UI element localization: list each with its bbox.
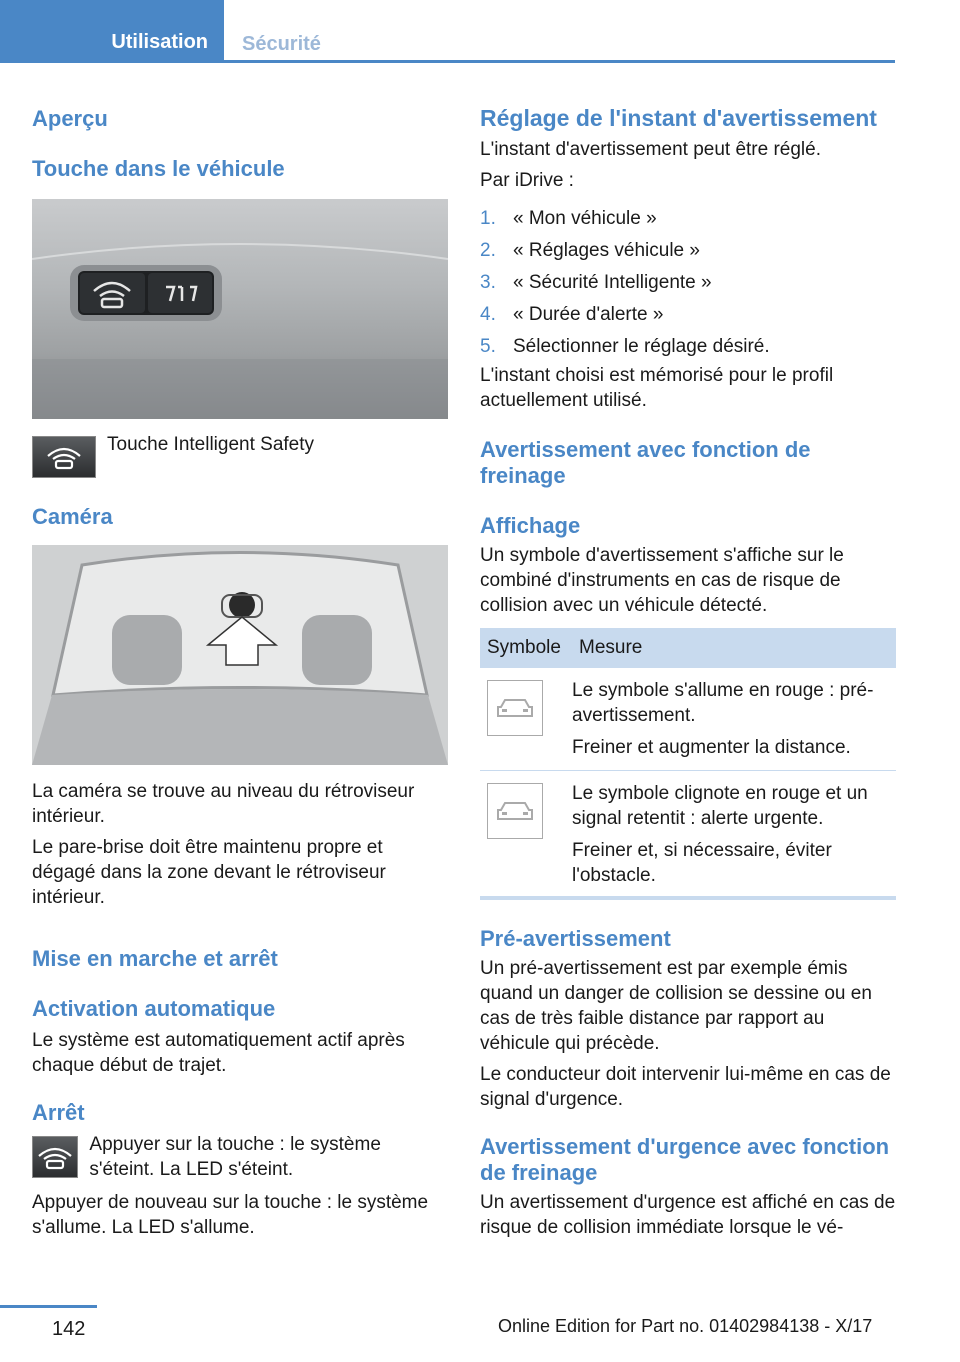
step-item <box>480 302 896 327</box>
affichage-paragraph: Un symbole d'avertissement s'affiche sur le combiné d'instruments en cas de risque de collision avec un véhicule détecté. <box>480 545 844 616</box>
table-header-symbole: Symbole <box>480 628 572 668</box>
stop-paragraph: Appuyer de nouveau sur la touche : le système s'allume. La LED s'allume. <box>32 1192 429 1238</box>
button-photo <box>32 199 448 419</box>
car-warning-icon <box>487 680 543 736</box>
section-title-mise-en-marche: Mise en marche et arrêt <box>32 946 278 971</box>
subsection-title-touche: Touche dans le véhicule <box>32 156 285 181</box>
page-number: 142 <box>52 1318 86 1340</box>
stop-instruction <box>32 1136 448 1182</box>
step-text: Sélectionner le réglage désiré. <box>513 336 770 357</box>
page-header <box>0 0 960 62</box>
activation-paragraph: Le système est automatiquement actif après chaque début de trajet. <box>32 1030 405 1076</box>
subsection-title-activation: Activation automatique <box>32 996 276 1021</box>
subsection-title-pre-avertissement: Pré-avertissement <box>480 926 671 951</box>
step-text: « Sécurité Intelligente » <box>513 272 712 293</box>
camera-paragraph-1: La caméra se trouve au niveau du rétroviseur intérieur. <box>32 781 415 827</box>
stop-instruction-text: Appuyer sur la touche : le système s'éteint. La LED s'éteint. <box>89 1134 381 1180</box>
button-photo-illustration <box>32 199 448 419</box>
urgence-paragraph: Un avertissement d'urgence est affiché en cas de risque de collision immédiate lorsque le vé- <box>480 1192 896 1238</box>
intelligent-safety-icon-small <box>32 1136 78 1178</box>
step-item <box>480 270 896 295</box>
subsection-title-arret: Arrêt <box>32 1100 85 1125</box>
left-column <box>32 100 448 1240</box>
tab-securite[interactable] <box>242 0 321 60</box>
table-row <box>480 668 896 771</box>
step-number: 2. <box>480 240 496 261</box>
symbol-table <box>480 628 896 896</box>
step-text: « Mon véhicule » <box>513 208 657 229</box>
step-text: « Durée d'alerte » <box>513 304 664 325</box>
table-header-mesure: Mesure <box>572 628 896 668</box>
table-bottom-rule <box>480 896 896 900</box>
camera-photo-illustration <box>32 545 448 765</box>
intelligent-safety-icon <box>32 436 96 478</box>
button-caption-text: Touche Intelligent Safety <box>107 434 315 455</box>
button-caption <box>32 436 448 478</box>
pre-avertissement-paragraph-1: Un pré-avertissement est par exemple émis quand un danger de collision se dessine ou en cas de très faible distance par rapport au véhicule qui précède. <box>480 958 872 1054</box>
step-number: 4. <box>480 304 496 325</box>
car-warning-flashing-icon <box>487 783 543 839</box>
step-text: « Réglages véhicule » <box>513 240 700 261</box>
table-header-row <box>480 628 896 668</box>
subsection-title-urgence: Avertissement d'urgence avec fonction de freinage <box>480 1134 890 1185</box>
right-column <box>480 100 896 1240</box>
section-title-avertissement-freinage: Avertissement avec fonction de freinage <box>480 437 811 488</box>
header-divider <box>0 60 895 63</box>
step-item <box>480 334 896 359</box>
subsection-title-affichage: Affichage <box>480 513 581 538</box>
section-title-reglage: Réglage de l'instant d'avertissement <box>480 105 877 131</box>
camera-photo <box>32 545 448 765</box>
reglage-paragraph-1: L'instant d'avertissement peut être réglé. <box>480 139 821 160</box>
row2-text-b: Freiner et, si nécessaire, éviter l'obstacle. <box>572 840 832 886</box>
row2-text-a: Le symbole clignote en rouge et un signal retentit : alerte urgente. <box>572 783 868 829</box>
subsection-title-camera: Caméra <box>32 504 113 529</box>
row1-text-a: Le symbole s'allume en rouge : pré-avertissement. <box>572 680 874 726</box>
step-item <box>480 238 896 263</box>
reglage-paragraph-3: L'instant choisi est mémorisé pour le profil actuellement utilisé. <box>480 365 834 411</box>
idrive-steps <box>480 206 896 359</box>
footer-divider <box>0 1305 97 1308</box>
step-number: 1. <box>480 208 496 229</box>
step-item <box>480 206 896 231</box>
camera-paragraph-2: Le pare-brise doit être maintenu propre et dégagé dans la zone devant le rétroviseur intérieur. <box>32 837 386 908</box>
table-row <box>480 771 896 897</box>
reglage-paragraph-2: Par iDrive : <box>480 170 574 191</box>
pre-avertissement-paragraph-2: Le conducteur doit intervenir lui-même en cas de signal d'urgence. <box>480 1064 891 1110</box>
edition-note: Online Edition for Part no. 01402984138 - X/17 <box>498 1316 873 1336</box>
tab-utilisation[interactable] <box>0 0 224 60</box>
section-title-apercu: Aperçu <box>32 106 108 131</box>
row1-text-b: Freiner et augmenter la distance. <box>572 737 851 758</box>
tab-securite-label: Sécurité <box>242 33 321 55</box>
step-number: 3. <box>480 272 496 293</box>
tab-utilisation-label: Utilisation <box>111 30 208 53</box>
step-number: 5. <box>480 336 496 357</box>
